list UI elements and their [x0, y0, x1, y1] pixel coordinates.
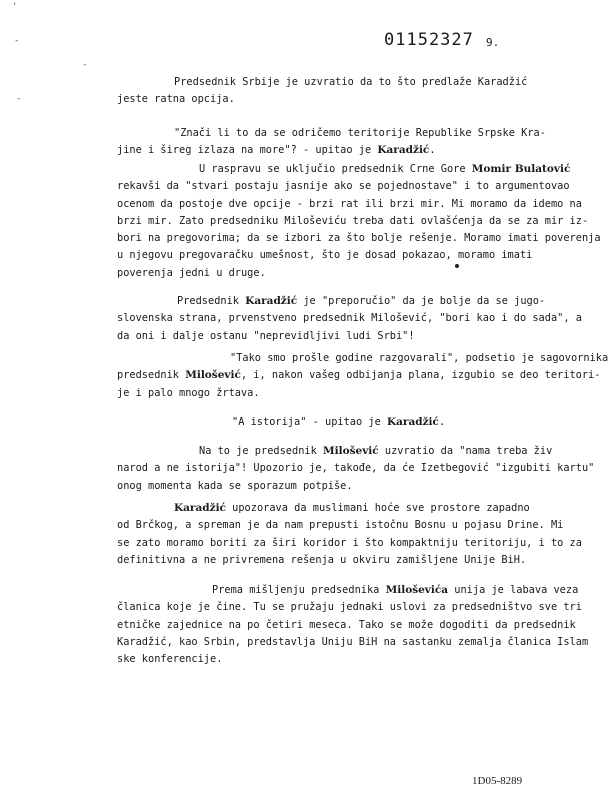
- text-run: Prema mišljenju predsednika: [212, 584, 386, 596]
- text-run: Predsednik: [177, 295, 246, 307]
- paragraph: [117, 582, 589, 668]
- bold-name: Milošević: [323, 445, 379, 457]
- text-line: [117, 328, 531, 345]
- text-run: da oni i dalje ostanu "neprevidljivi ludi Srbi"!: [117, 329, 415, 342]
- bold-name: Miloševića: [385, 584, 449, 596]
- text-line: [117, 178, 570, 195]
- text-run: Na to je predsednik: [199, 445, 323, 457]
- text-run: poverenja jedni u druge.: [117, 266, 266, 279]
- text-run: rekavši da "stvari postaju jasnije ako se pojednostave" i to argumentovao: [117, 180, 570, 193]
- document-reference: 1D05-8289: [472, 775, 523, 787]
- paragraph: [117, 293, 582, 345]
- text-run: ske konferencije.: [117, 653, 223, 666]
- text-run: od Brčkog, a spreman je da nam prepusti istočnu Bosnu u pojasu Drine. Mi: [117, 519, 564, 532]
- text-run: "Znači li to da se odričemo teritorije Republike Srpske Kra-: [174, 127, 546, 139]
- text-line: [117, 651, 531, 668]
- text-run: jine i šireg izlaza na more"? - upitao je: [117, 144, 378, 157]
- bold-name: Karadžić: [377, 144, 430, 157]
- paragraph: [117, 74, 531, 109]
- text-line: [117, 414, 531, 431]
- text-line: [117, 500, 531, 517]
- paragraph: [117, 125, 546, 160]
- text-run: , i, nakon vašeg odbijanja plana, izgubio se deo teritori-: [240, 369, 601, 382]
- bold-name: Karadžić: [174, 502, 226, 514]
- text-run: je "preporučio" da je bolje da se jugo-: [297, 295, 546, 307]
- text-line: [117, 599, 582, 616]
- text-run: onog momenta kada se sporazum potpiše.: [117, 479, 353, 492]
- text-run: je i palo mnogo žrtava.: [117, 386, 260, 399]
- paragraph: [117, 443, 595, 495]
- text-run: "Tako smo prošle godine razgovarali", podsetio je sagovornika: [230, 352, 608, 364]
- text-run: narod a ne istorija"! Upozorio je, takođe, da će Izetbegović "izgubiti kartu": [117, 462, 595, 475]
- text-line: [117, 517, 564, 534]
- text-line: [117, 142, 531, 159]
- text-line: [117, 91, 531, 108]
- text-run: Predsednik Srbije je uzvratio da to što predlaže Karadžić: [174, 76, 528, 88]
- text-run: .: [429, 144, 436, 157]
- text-run: jeste ratna opcija.: [117, 93, 235, 106]
- text-line: [117, 265, 531, 282]
- text-run: "A istorija" - upitao je: [232, 416, 387, 428]
- bold-name: Karadžić: [245, 295, 298, 307]
- text-line: [117, 634, 589, 651]
- text-line: [117, 310, 582, 327]
- scan-mark: -: [14, 36, 20, 46]
- text-line: [117, 230, 601, 247]
- text-line: [117, 478, 531, 495]
- text-run: .: [438, 416, 446, 428]
- paragraph: [117, 350, 608, 402]
- text-line: [117, 385, 531, 402]
- text-run: bori na pregovorima; da se izbori za što bolje rešenje. Moramo imati poverenja: [117, 232, 601, 245]
- text-line: [117, 552, 531, 569]
- text-run: definitivna a ne privremena rešenja u okviru zamišljene Unije BiH.: [117, 553, 527, 566]
- text-run: etničke zajednice na po četiri meseca. Tako se može dogoditi da predsednik: [117, 618, 576, 631]
- text-line: [117, 74, 531, 91]
- text-line: [117, 161, 571, 178]
- text-run: ocenom da postoje dve opcije - brzi rat ili brzi mir. Mi moramo da idemo na: [117, 197, 582, 210]
- scan-mark: -: [16, 94, 22, 104]
- text-line: [117, 125, 546, 142]
- text-line: [117, 196, 582, 213]
- text-run: uzvratio da "nama treba živ: [378, 445, 553, 457]
- text-line: [117, 582, 579, 599]
- paragraph: [117, 161, 601, 282]
- text-line: [117, 367, 601, 384]
- paragraph: [117, 500, 582, 569]
- text-line: [117, 443, 553, 460]
- scan-mark: -: [82, 60, 88, 70]
- text-run: unija je labava veza: [448, 584, 579, 596]
- text-run: brzi mir. Zato predsedniku Miloševiću treba dati ovlašćenja da se za mir iz-: [117, 214, 589, 227]
- text-run: upozorava da muslimani hoće sve prostore zapadno: [225, 502, 530, 514]
- text-line: [117, 535, 582, 552]
- bold-name: Milošević: [185, 369, 241, 382]
- text-line: [117, 213, 589, 230]
- text-line: [117, 350, 608, 367]
- text-run: članica koje je čine. Tu se pružaju jednaki uslovi za predsedništvo sve tri: [117, 601, 582, 614]
- text-line: [117, 293, 546, 310]
- text-line: [117, 460, 595, 477]
- text-run: U raspravu se uključio predsednik Crne Gore: [199, 163, 472, 175]
- text-line: [117, 247, 531, 264]
- bold-name: Momir Bulatović: [471, 163, 571, 175]
- text-line: [117, 617, 576, 634]
- document-number: 01152327: [384, 30, 474, 50]
- text-run: slovenska strana, prvenstveno predsednik Milošević, "bori kao i do sada", a: [117, 312, 582, 325]
- paragraph: [117, 414, 531, 431]
- text-run: se zato moramo boriti za širi koridor i što kompaktniju teritoriju, i to za: [117, 536, 582, 549]
- bold-name: Karadžić: [386, 416, 439, 428]
- text-run: u njegovu pregovaračku umešnost, što je dosad pokazao, moramo imati: [117, 249, 533, 262]
- scan-mark: ': [12, 2, 18, 12]
- text-run: predsednik: [117, 369, 186, 382]
- page-number: 9.: [486, 36, 500, 49]
- text-run: Karadžić, kao Srbin, predstavlja Uniju BiH na sastanku zemalja članica Islam: [117, 635, 589, 648]
